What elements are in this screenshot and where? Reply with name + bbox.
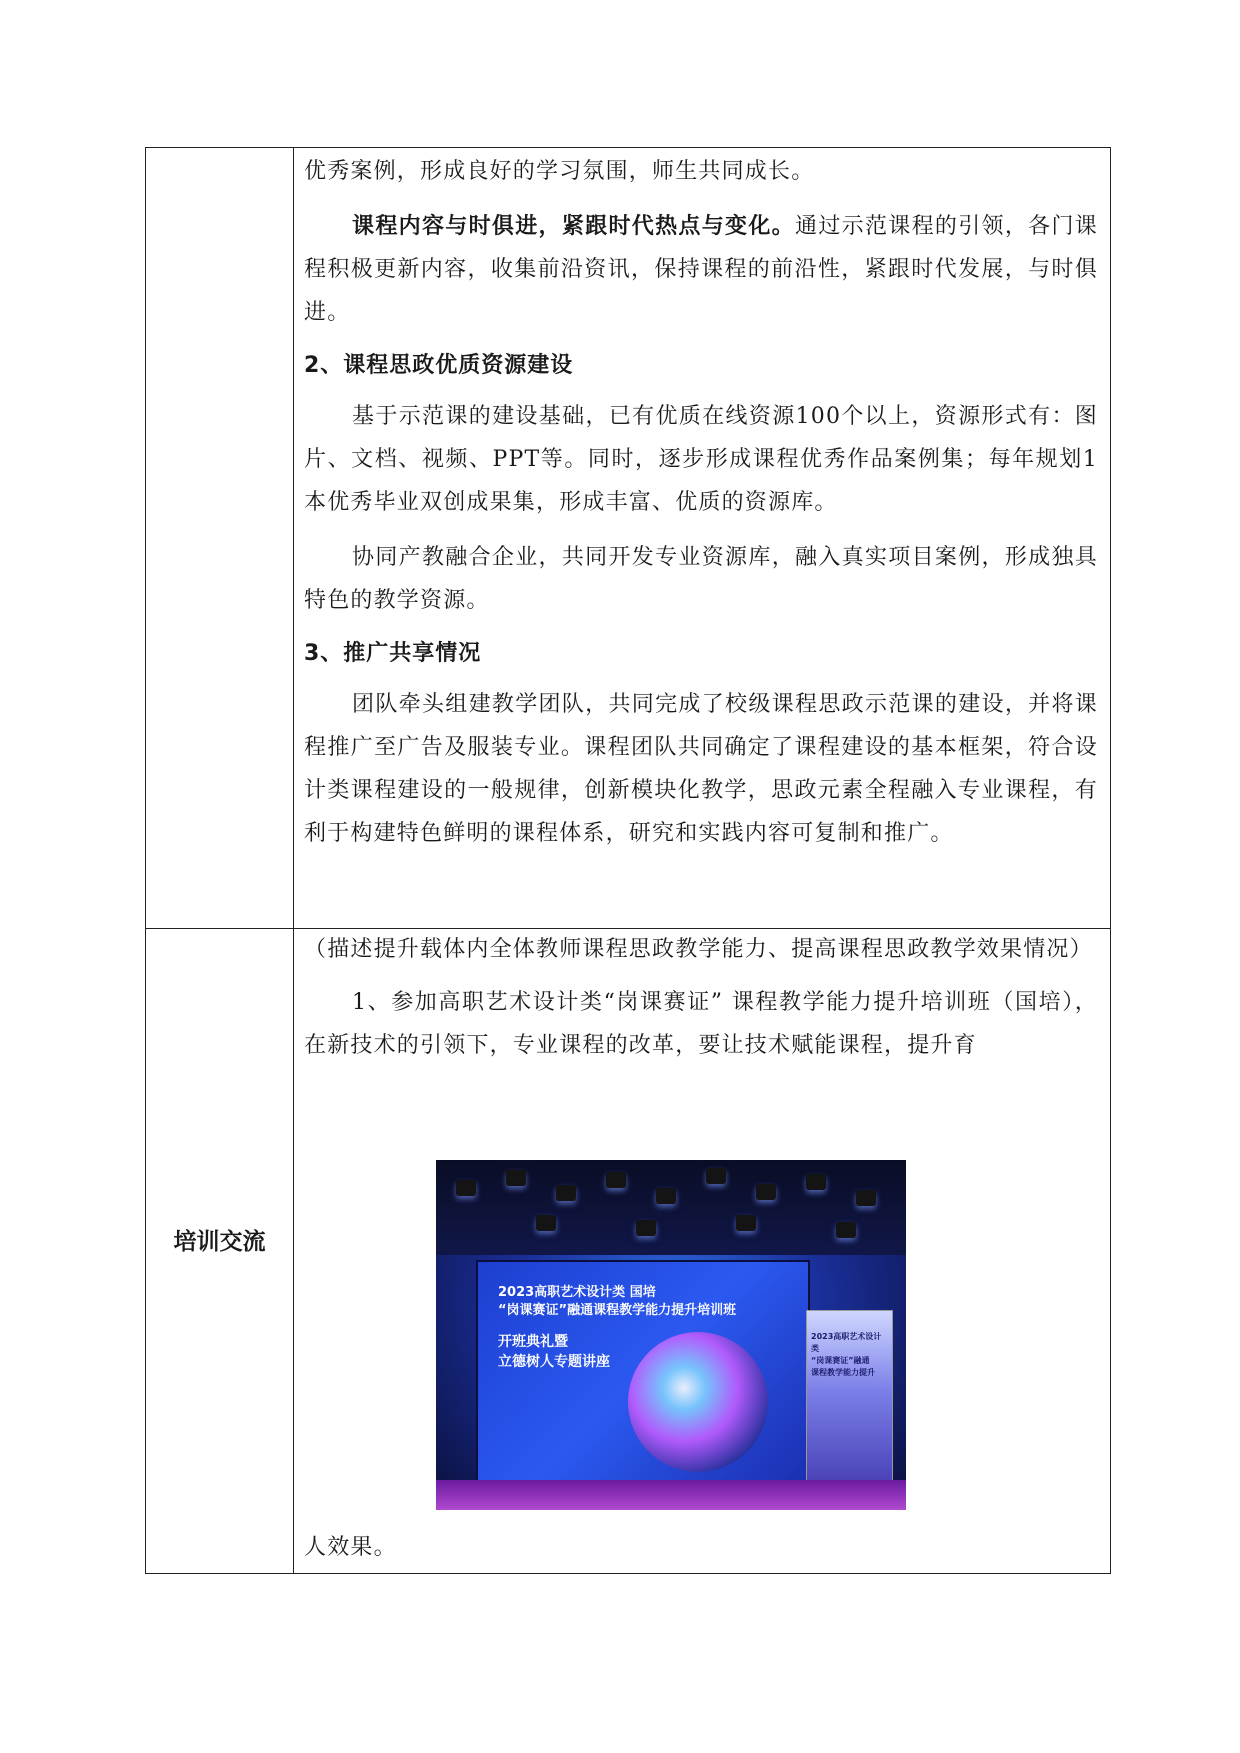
row2-content bbox=[304, 933, 1098, 1067]
light-fixture bbox=[736, 1215, 756, 1231]
section-heading: 2、课程思政优质资源建设 bbox=[304, 353, 574, 378]
bold-lead: 课程内容与时俱进，紧跟时代热点与变化。 bbox=[352, 214, 795, 239]
section-heading: 3、推广共享情况 bbox=[304, 641, 482, 666]
description-note: （描述提升载体内全体教师课程思政教学能力、提高课程思政教学效果情况） bbox=[304, 937, 1093, 962]
banner-line: “岗课赛证”融通 bbox=[811, 1356, 870, 1365]
row2-tail bbox=[304, 1526, 1098, 1569]
paragraph: 人效果。 bbox=[304, 1535, 397, 1560]
light-fixture bbox=[506, 1170, 526, 1186]
training-photo bbox=[436, 1160, 906, 1510]
banner-line: 2023高职艺术设计类 bbox=[811, 1332, 882, 1353]
screen-text: 立德树人专题讲座 bbox=[498, 1354, 610, 1370]
paragraph: 基于示范课的建设基础，已有优质在线资源100个以上，资源形式有：图片、文档、视频、PPT等。同时，逐步形成课程优秀作品案例集；每年规划1本优秀毕业双创成果集，形成丰富、优质的资源库。 bbox=[304, 404, 1098, 515]
globe-graphic bbox=[628, 1332, 768, 1472]
light-fixture bbox=[606, 1172, 626, 1188]
row-divider bbox=[146, 928, 1110, 929]
banner-text bbox=[811, 1331, 888, 1379]
paragraph: 优秀案例，形成良好的学习氛围，师生共同成长。 bbox=[304, 159, 815, 184]
light-fixture bbox=[636, 1220, 656, 1236]
screen-text: 2023高职艺术设计类 国培 bbox=[498, 1285, 656, 1300]
paragraph: 1、参加高职艺术设计类“岗课赛证” 课程教学能力提升培训班（国培），在新技术的引领下，专业课程的改革，要让技术赋能课程，提升育 bbox=[304, 990, 1098, 1058]
screen-title bbox=[498, 1284, 788, 1320]
projection-screen bbox=[476, 1260, 810, 1484]
light-fixture bbox=[656, 1188, 676, 1204]
paragraph-rest: 通过示范课程的引领，各门课程积极更新内容，收集前沿资讯，保持课程的前沿性，紧跟时代发展，与时俱进。 bbox=[304, 214, 1098, 325]
paragraph: 团队牵头组建教学团队，共同完成了校级课程思政示范课的建设，并将课程推广至广告及服装专业。课程团队共同确定了课程建设的基本框架，符合设计类课程建设的一般规律，创新模块化教学，思政元素全程融入专业课程，有利于构建特色鲜明的课程体系，研究和实践内容可复制和推广。 bbox=[304, 692, 1098, 846]
column-divider bbox=[293, 148, 294, 1573]
light-fixture bbox=[806, 1174, 826, 1190]
paragraph: 协同产教融合企业，共同开发专业资源库，融入真实项目案例，形成独具特色的教学资源。 bbox=[304, 545, 1098, 613]
light-fixture bbox=[836, 1222, 856, 1238]
screen-text: 开班典礼暨 bbox=[498, 1334, 568, 1350]
light-fixture bbox=[456, 1180, 476, 1196]
light-fixture bbox=[856, 1190, 876, 1206]
screen-text: “岗课赛证”融通课程教学能力提升培训班 bbox=[498, 1303, 737, 1318]
light-fixture bbox=[556, 1185, 576, 1201]
stage-floor bbox=[436, 1480, 906, 1510]
light-fixture bbox=[756, 1184, 776, 1200]
stage-lights bbox=[436, 1160, 906, 1255]
light-fixture bbox=[536, 1215, 556, 1231]
screen-subtitle bbox=[498, 1332, 610, 1372]
row1-content bbox=[304, 148, 1098, 855]
paragraph bbox=[304, 205, 1098, 334]
banner-line: 课程教学能力提升 bbox=[811, 1368, 875, 1377]
light-fixture bbox=[706, 1168, 726, 1184]
content-table bbox=[145, 147, 1111, 1574]
row-label: 培训交流 bbox=[173, 1229, 266, 1255]
